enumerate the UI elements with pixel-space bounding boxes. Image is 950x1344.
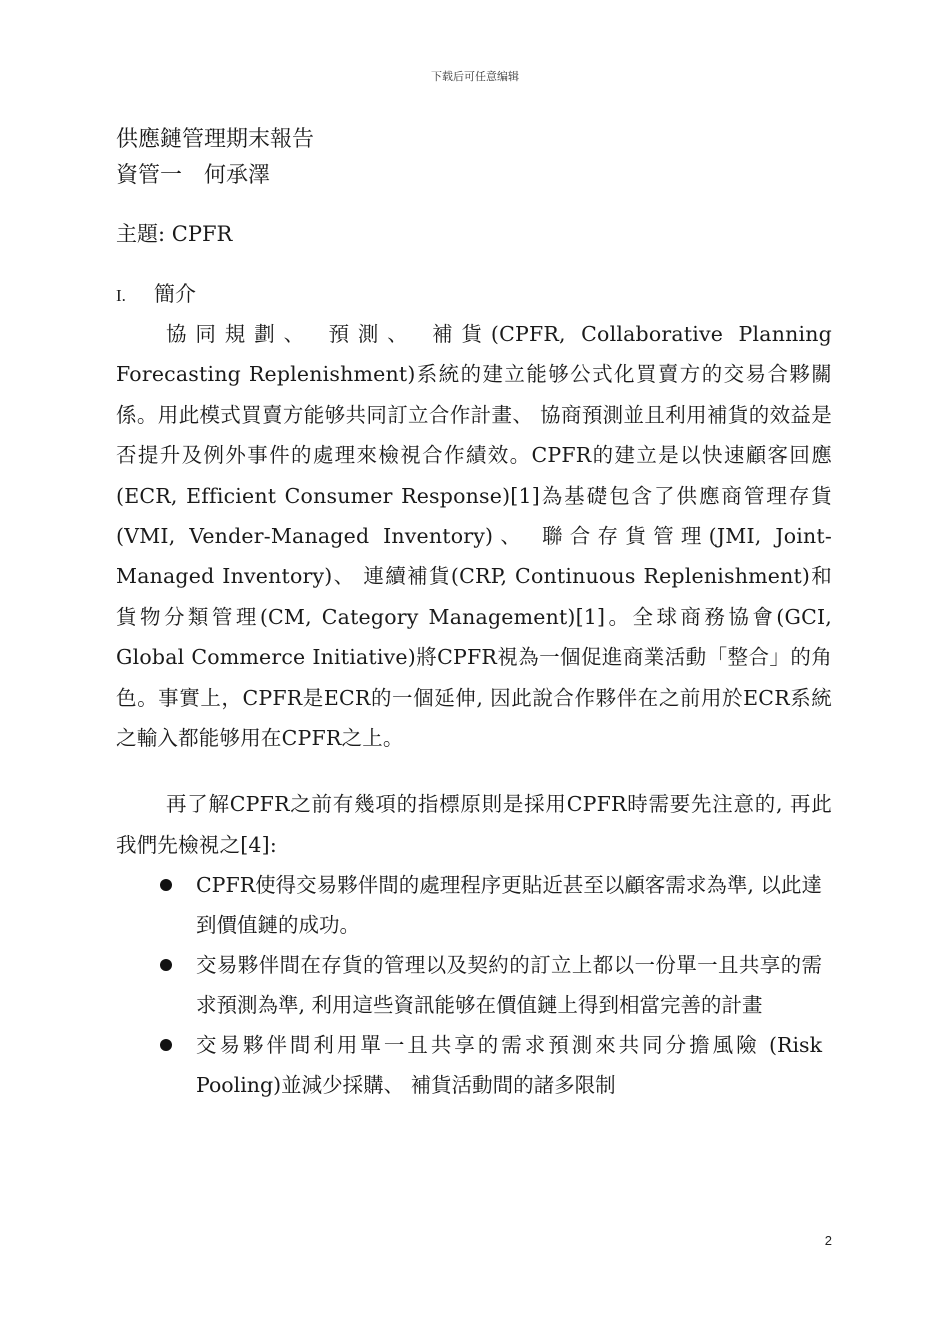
list-item-text: CPFR使得交易夥伴間的處理程序更貼近甚至以顧客需求為準, 以此達到價值鏈的成功。 bbox=[196, 873, 822, 938]
bullet-icon bbox=[160, 1039, 172, 1051]
principles-paragraph: 再了解CPFR之前有幾項的指標原則是採用CPFR時需要先注意的, 再此我們先檢視之[4]: bbox=[116, 792, 832, 857]
bullet-icon bbox=[160, 879, 172, 891]
section-title: 簡介 bbox=[154, 282, 196, 306]
section-heading bbox=[116, 276, 832, 314]
list-item bbox=[116, 945, 832, 1025]
list-item bbox=[116, 865, 832, 945]
topic-line: 主題: CPFR bbox=[116, 222, 233, 246]
list-item-text: 交易夥伴間在存貨的管理以及契約的訂立上都以一份單一且共享的需求預測為準, 利用這些資訊能够在價值鏈上得到相當完善的計畫 bbox=[196, 953, 822, 1018]
intro-paragraph: 協同規劃、 預測、 補貨(CPFR, Collaborative Planning Forecasting Replenishment)系統的建立能够公式化買賣方的交易合夥關係。用此模式買賣方能够共同訂立合作計畫、 協商預測並且利用補貨的效益是否提升及例外事件的處理來檢視合作績效。CPFR的建立是以快速顧客回應(ECR, Efficient Consumer Response)[1]為基礎包含了供應商管理存貨(VMI, Vender-Managed Inventory)、 聯合存貨管理(JMI, Joint-Managed Inventory)、 連續補貨(CRP, Continuous Replenishment)和貨物分類管理(CM, Category Management)[1]。全球商務協會(GCI, Global Commerce Initiative)將CPFR視為一個促進商業活動「整合」的角色。事實上，CPFR是ECR的一個延伸, 因此說合作夥伴在之前用於ECR系統之輸入都能够用在CPFR之上。 bbox=[116, 322, 832, 751]
section-number: I. bbox=[116, 286, 126, 305]
page-number: 2 bbox=[824, 1233, 832, 1248]
list-item bbox=[116, 1025, 832, 1105]
header-note: 下载后可任意编辑 bbox=[431, 70, 519, 83]
bullet-icon bbox=[160, 959, 172, 971]
report-title: 供應鏈管理期末報告 bbox=[116, 127, 315, 152]
list-item-text: 交易夥伴間利用單一且共享的需求預測來共同分擔風險 (Risk Pooling)並減少採購、 補貨活動間的諸多限制 bbox=[196, 1033, 822, 1098]
document-body bbox=[116, 122, 832, 1105]
author-line: 資管一 何承澤 bbox=[116, 163, 271, 188]
principles-list bbox=[116, 865, 832, 1105]
